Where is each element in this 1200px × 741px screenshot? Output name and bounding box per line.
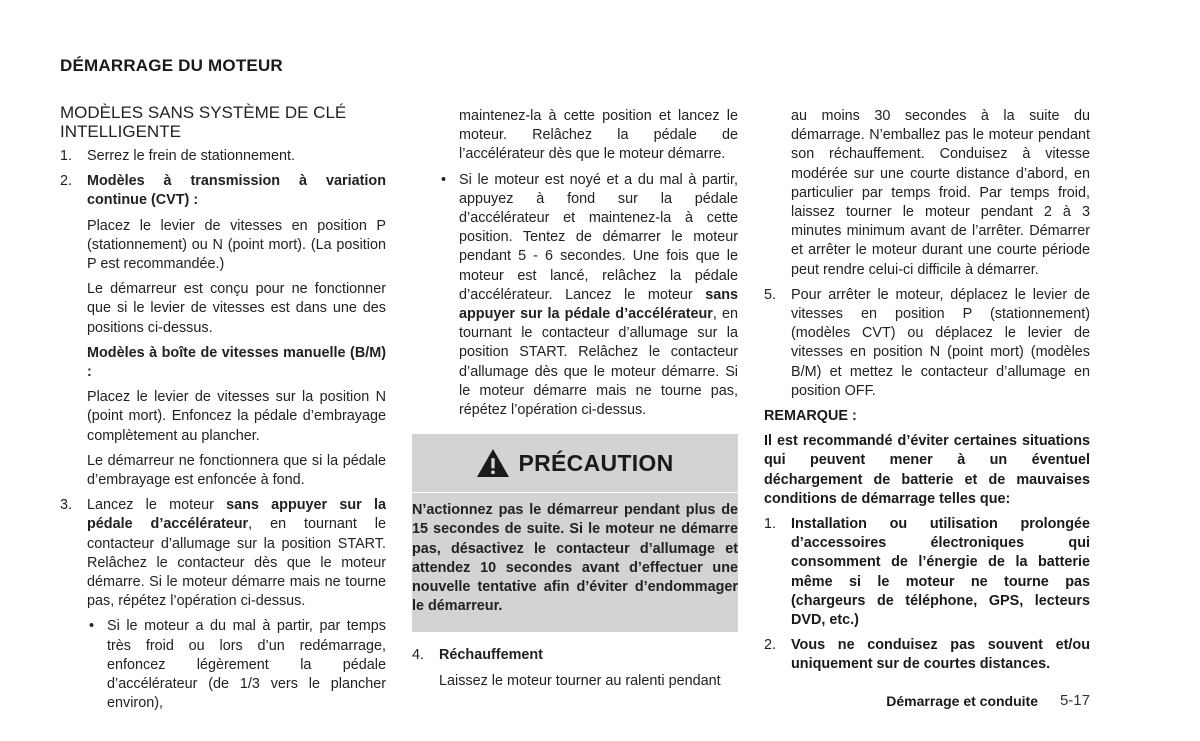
remark-title: REMARQUE : xyxy=(764,408,857,425)
column-1 xyxy=(60,103,386,713)
continued-text: au moins 30 secondes à la suite du démarrage. N’emballez pas le moteur pendant son réchauffement. Conduisez à vitesse modérée sur une courte distance d’abord, en particulier par temps froid. Par temps froid, laissez tourner le moteur pendant 2 à 3 minutes minimum avant de l’arrêter. Démarrer et arrêter le moteur durant une courte période peut rendre celui-ci difficile à démarrer. xyxy=(791,108,1090,278)
manual-paragraph-2: Le démarreur ne fonctionnera que si la pédale d’embrayage est enfoncée à fond. xyxy=(87,452,386,489)
page-number: 5-17 xyxy=(1059,692,1090,709)
step-3-text: Lancez le moteur sans appuyer sur la pédale d’accélérateur, en tournant le contacteur d’allumage sur la position START. Relâchez le contacteur dès que le moteur démarre. Si le moteur démarre mais ne tourne pas, répétez l’opération ci-dessus. xyxy=(87,497,386,610)
caution-text: N’actionnez pas le démarreur pendant plus de 15 secondes de suite. Si le moteur ne démarre pas, désactivez le contacteur d’allumage et attendez 10 secondes avant d’effectuer une nouvelle tentative afin d’éviter d’endommager le démarreur. xyxy=(412,502,738,615)
step-number: 1. xyxy=(60,148,73,164)
footer-section: Démarrage et conduite xyxy=(886,693,1038,709)
step-number: 3. xyxy=(60,497,73,514)
step-number: 4. xyxy=(412,647,425,664)
bullet-item xyxy=(439,171,738,421)
step-5 xyxy=(764,286,1090,401)
remark-text: Il est recommandé d’éviter certaines situations qui peuvent mener à un éventuel déchargement de batterie et de mauvaises conditions de démarrage telles que: xyxy=(764,433,1090,507)
bullet-icon: • xyxy=(89,618,95,635)
continued-text: maintenez-la à cette position et lancez le moteur. Relâchez la pédale de l’accélérateur dès que le moteur démarre. xyxy=(459,108,738,163)
step-text: Serrez le frein de stationnement. xyxy=(87,148,295,164)
cvt-paragraph-1: Placez le levier de vitesses en position P (stationnement) ou N (point mort). (La position P est recommandée.) xyxy=(87,217,386,273)
cvt-heading: Modèles à transmission à variation continue (CVT) : xyxy=(87,173,386,209)
bullet-icon: • xyxy=(441,171,447,188)
remark-item-1 xyxy=(764,515,1090,630)
remark-item-text: Installation ou utilisation prolongée d’accessoires électroniques qui consomment de l’énergie de la batterie même si le moteur ne tourne pas (chargeurs de téléphone, GPS, lecteurs DVD, etc.) xyxy=(791,516,1090,629)
caution-header xyxy=(412,434,738,492)
caution-divider xyxy=(412,492,738,493)
bullet-text: Si le moteur a du mal à partir, par temps très froid ou lors d’un redémarrage, enfoncez légèrement la pédale d’accélérateur (de 1/3 vers le plancher environ), xyxy=(107,618,386,712)
warmup-text: Laissez le moteur tourner au ralenti pendant xyxy=(439,672,721,689)
remark-item-text: Vous ne conduisez pas souvent et/ou uniquement sur de courtes distances. xyxy=(791,637,1090,673)
step-2 xyxy=(60,172,386,490)
caution-title: PRÉCAUTION xyxy=(518,449,674,476)
step-3 xyxy=(60,496,386,713)
column-3 xyxy=(764,107,1090,675)
step-1 xyxy=(60,147,386,166)
column-2 xyxy=(412,107,738,691)
bullet-text: Si le moteur est noyé et a du mal à partir, appuyez à fond sur la pédale d’accélérateur et maintenez-la à cette position. Tentez de démarrer le moteur pendant 5 - 6 secondes. Une fois que le moteur est lancé, relâchez la pédale d’accélérateur. Lancez le moteur sans appuyer sur la pédale d’accélérateur, en tournant le contacteur d’allumage sur la position START. Relâchez le contacteur d’allumage dès que le moteur démarre. Si le moteur démarre mais ne tourne pas, répétez l’opération ci-dessus. xyxy=(459,171,738,419)
bullet-item xyxy=(87,617,386,713)
page-title: DÉMARRAGE DU MOTEUR xyxy=(60,56,283,75)
manual-paragraph-1: Placez le levier de vitesses sur la position N (point mort). Enfoncez la pédale d’embrayage complètement au plancher. xyxy=(87,389,386,444)
step-text: Pour arrêter le moteur, déplacez le levier de vitesses en position P (stationnement) (modèles CVT) ou déplacez le levier de vitesses en position N (point mort) (modèles B/M) et mettez le contacteur d’allumage en position OFF. xyxy=(791,286,1090,399)
cvt-paragraph-2: Le démarreur est conçu pour ne fonctionner que si le levier de vitesses est dans une des positions ci-dessus. xyxy=(87,281,386,336)
remark-item-2 xyxy=(764,636,1090,674)
remark-number: 1. xyxy=(764,516,777,533)
step-4 xyxy=(412,646,738,690)
remark-number: 2. xyxy=(764,637,777,654)
warmup-heading: Réchauffement xyxy=(439,647,543,664)
step-number: 2. xyxy=(60,173,73,190)
manual-heading: Modèles à boîte de vitesses manuelle (B/M) : xyxy=(87,344,386,381)
caution-box xyxy=(412,434,738,632)
section-subtitle: MODÈLES SANS SYSTÈME DE CLÉ INTELLIGENTE xyxy=(60,103,347,141)
warning-icon xyxy=(476,448,510,478)
step-number: 5. xyxy=(764,286,777,303)
